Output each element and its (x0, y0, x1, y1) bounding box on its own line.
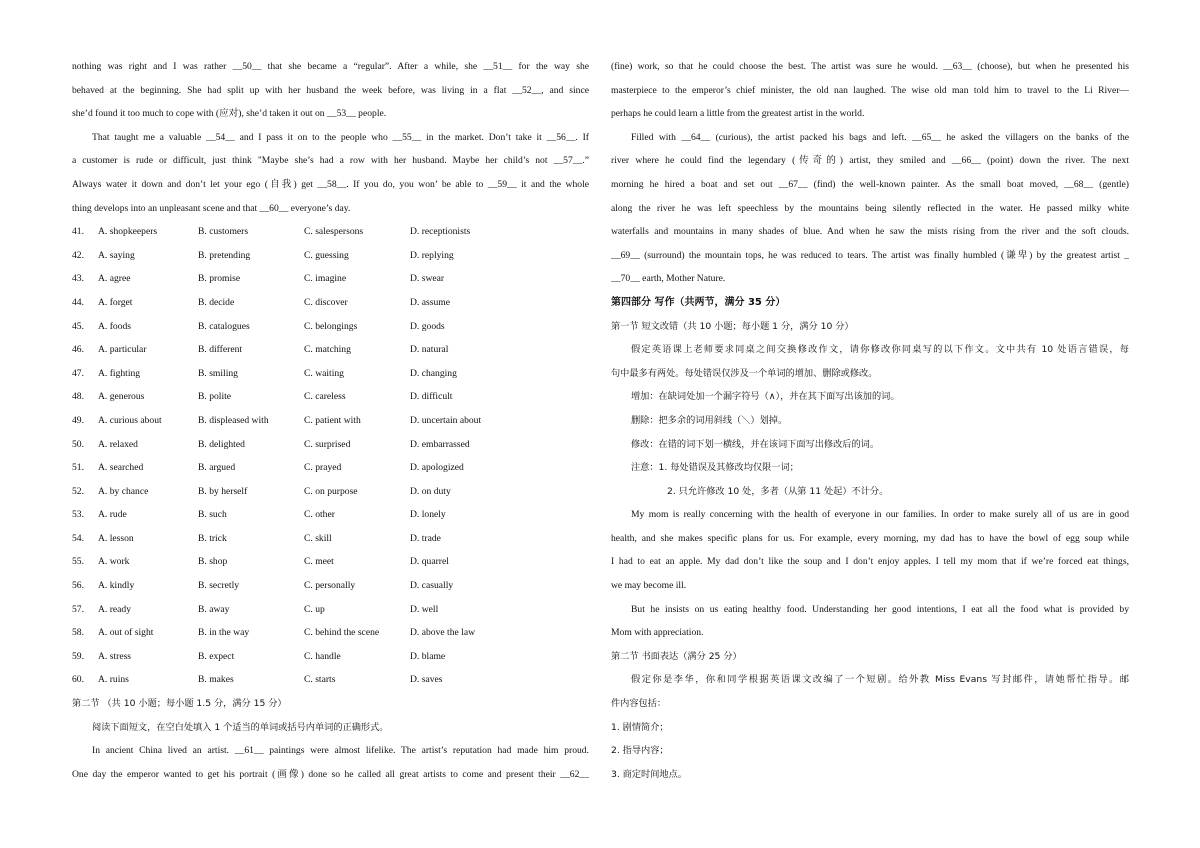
option-b: B. away (198, 603, 230, 615)
option-row (72, 385, 589, 409)
section2-heading: 第二节 （共 10 小题；每小题 1.5 分，满分 15 分） (72, 698, 287, 710)
option-d: D. above the law (410, 627, 476, 639)
option-b: B. makes (198, 674, 234, 686)
option-d: D. casually (410, 580, 454, 592)
option-a: A. rude (98, 509, 127, 521)
option-d: D. saves (410, 674, 443, 686)
essay-line: we may become ill. (611, 580, 687, 592)
option-d: D. well (410, 603, 439, 615)
option-d: D. on duty (410, 485, 451, 497)
question-number: 60. (72, 674, 84, 686)
option-d: D. embarrassed (410, 438, 470, 450)
option-d: D. quarrel (410, 556, 449, 568)
passage-line: nothing was right and I was rather __50__ that she became a “regular”. After a while, she __51__ for the way she (72, 61, 589, 72)
question-number: 46. (72, 344, 84, 356)
section2-instruction: 阅读下面短文，在空白处填入 1 个适当的单词或括号内单词的正确形式。 (92, 721, 389, 733)
option-c: C. patient with (304, 414, 361, 426)
option-d: D. natural (410, 344, 449, 356)
passage-line: __69__ (surround) the mountain tops, he was reduced to tears. The artist was finally humbled (谦卑) by the greatest artist _ (611, 249, 1129, 261)
option-b: B. delighted (198, 438, 245, 450)
option-row (72, 338, 589, 362)
option-b: B. customers (198, 226, 249, 238)
passage-line: waterfalls and mountains in many shades of blue. And when he saw the mists rising from the river and the soft clouds. (611, 226, 1129, 238)
option-d: D. goods (410, 320, 445, 332)
section2-heading: 第二节 书面表达（满分 25 分） (611, 650, 742, 662)
question-number: 42. (72, 249, 84, 261)
option-d: D. replying (410, 249, 454, 261)
option-a: A. work (98, 556, 130, 568)
option-a: A. stress (98, 650, 132, 662)
passage-line: morning he hired a boat and set out __67__ (find) the well-known painter. As the small boat moved, __68__ (gentle) (611, 178, 1129, 190)
passage-line: masterpiece to the emperor’s chief minister, the old nan laughed. The wise old man told him to travel to the Li River— (611, 84, 1129, 96)
option-b: B. argued (198, 462, 236, 474)
option-row (72, 668, 589, 692)
option-d: D. swear (410, 273, 445, 285)
option-a: A. saying (98, 249, 135, 261)
question-number: 41. (72, 226, 84, 238)
option-a: A. ready (98, 603, 132, 615)
passage-line: thing develops into an unpleasant scene and that __60__ everyone’s day. (72, 202, 351, 214)
option-b: B. smiling (198, 367, 238, 379)
option-a: A. by chance (98, 485, 149, 497)
question-number: 43. (72, 273, 84, 285)
option-b: B. trick (198, 532, 227, 544)
essay-line: Mom with appreciation. (611, 627, 704, 639)
instruction-line: 句中最多有两处。每处错误仅涉及一个单词的增加、删除或修改。 (611, 367, 878, 379)
option-b: B. shop (198, 556, 228, 568)
part4-heading: 第四部分 写作（共两节，满分 35 分） (611, 296, 786, 308)
option-c: C. waiting (304, 367, 344, 379)
option-c: C. handle (304, 650, 341, 662)
left-column (72, 55, 589, 786)
option-c: C. other (304, 509, 335, 521)
option-row (72, 598, 589, 622)
option-row (72, 433, 589, 457)
question-number: 47. (72, 367, 84, 379)
option-b: B. decide (198, 296, 235, 308)
option-a: A. foods (98, 320, 132, 332)
question-number: 51. (72, 462, 84, 474)
right-column (611, 55, 1129, 786)
option-row (72, 315, 589, 339)
task-line: 2. 指导内容； (611, 745, 669, 757)
option-c: C. starts (304, 674, 336, 686)
question-number: 44. (72, 296, 84, 308)
task-line: 3. 商定时间地点。 (611, 768, 687, 780)
option-c: C. salespersons (304, 226, 364, 238)
option-row (72, 480, 589, 504)
option-b: B. catalogues (198, 320, 250, 332)
option-row (72, 621, 589, 645)
passage-line: Always water it down and don’t let your ego (自我) get __58__. If you do, you won’ be able to __59__ it and the whole (72, 178, 589, 190)
question-number: 59. (72, 650, 84, 662)
essay-line: My mom is really concerning with the health of everyone in our families. In order to make surely all of us are in good (631, 509, 1129, 521)
instruction-line: 2. 只允许修改 10 处，多者（从第 11 处起）不计分。 (667, 485, 889, 497)
question-number: 52. (72, 485, 84, 497)
option-a: A. ruins (98, 674, 129, 686)
option-d: D. changing (410, 367, 457, 379)
question-number: 55. (72, 556, 84, 568)
option-row (72, 362, 589, 386)
option-c: C. on purpose (304, 485, 358, 497)
option-a: A. searched (98, 462, 144, 474)
option-d: D. receptionists (410, 226, 471, 238)
option-row (72, 244, 589, 268)
option-row (72, 291, 589, 315)
task-line: 假定你是李华，你和同学根据英语课文改编了一个短剧。给外教 Miss Evans 写封邮件，请她帮忙指导。邮 (631, 674, 1129, 686)
option-a: A. agree (98, 273, 131, 285)
option-c: C. behind the scene (304, 627, 380, 639)
task-line: 件内容包括： (611, 698, 667, 710)
option-row (72, 645, 589, 669)
option-row (72, 550, 589, 574)
option-b: B. expect (198, 650, 235, 662)
instruction-line: 增加：在缺词处加一个漏字符号（∧），并在其下面写出该加的词。 (631, 391, 900, 403)
essay-line: But he insists on us eating healthy food. Understanding her good intentions, I eat all the food what is provided by (631, 603, 1129, 615)
option-c: C. discover (304, 296, 348, 308)
option-row (72, 220, 589, 244)
question-number: 50. (72, 438, 84, 450)
option-c: C. belongings (304, 320, 358, 332)
passage-line: (fine) work, so that he could choose the best. The artist was sure he would. __63__ (choose), but when he presented his (611, 61, 1129, 72)
option-b: B. polite (198, 391, 232, 403)
question-number: 56. (72, 580, 84, 592)
option-c: C. guessing (304, 249, 349, 261)
option-a: A. curious about (98, 414, 162, 426)
task-line: 1. 剧情简介； (611, 721, 669, 733)
option-a: A. forget (98, 296, 133, 308)
section1-heading: 第一节 短文改错（共 10 小题；每小题 1 分，满分 10 分） (611, 320, 854, 332)
option-row (72, 574, 589, 598)
option-d: D. assume (410, 296, 450, 308)
essay-line: I had to eat an apple. My dad don’t like the soup and I don’t enjoy apples. I tell my mom that if we’re forced eat things, (611, 556, 1129, 568)
passage-line: In ancient China lived an artist. __61__ paintings were almost lifelike. The artist’s reputation had made him proud. (92, 745, 589, 757)
option-b: B. promise (198, 273, 241, 285)
option-a: A. fighting (98, 367, 141, 379)
question-number: 54. (72, 532, 84, 544)
option-d: D. trade (410, 532, 441, 544)
option-d: D. blame (410, 650, 446, 662)
instruction-line: 注意：1. 每处错误及其修改均仅限一词； (631, 462, 799, 474)
passage-line: Filled with __64__ (curious), the artist packed his bags and left. __65__ he asked the villagers on the banks of the (631, 131, 1129, 143)
option-a: A. out of sight (98, 627, 154, 639)
option-c: C. skill (304, 532, 332, 544)
option-b: B. secretly (198, 580, 240, 592)
option-a: A. generous (98, 391, 145, 403)
options-list (72, 220, 589, 692)
question-number: 49. (72, 414, 84, 426)
option-a: A. lesson (98, 532, 134, 544)
option-row (72, 527, 589, 551)
option-a: A. shopkeepers (98, 226, 158, 238)
passage-line: along the river he was left speechless by the mountains being silently reflected in the water. He passed milky white (611, 202, 1129, 214)
option-row (72, 456, 589, 480)
option-c: C. imagine (304, 273, 347, 285)
option-b: B. displeased with (198, 414, 269, 426)
option-d: D. apologized (410, 462, 464, 474)
essay-line: health, and she makes specific plans for us. For example, every morning, my dad has to have the bowl of egg soup while (611, 532, 1129, 544)
question-number: 53. (72, 509, 84, 521)
question-number: 48. (72, 391, 84, 403)
instruction-line: 修改：在错的词下划一横线，并在该词下面写出修改后的词。 (631, 438, 880, 450)
option-c: C. matching (304, 344, 351, 356)
option-c: C. personally (304, 580, 356, 592)
option-row (72, 503, 589, 527)
passage-line: That taught me a valuable __54__ and I pass it on to the people who __55__ in the market. Don’t take it __56__. If (92, 131, 589, 143)
option-a: A. particular (98, 344, 147, 356)
option-d: D. lonely (410, 509, 446, 521)
option-c: C. meet (304, 556, 334, 568)
option-b: B. different (198, 344, 243, 356)
option-c: C. prayed (304, 462, 342, 474)
option-d: D. uncertain about (410, 414, 482, 426)
instruction-line: 假定英语课上老师要求同桌之间交换修改作文，请你修改你同桌写的以下作文。文中共有 10 处语言错误，每 (631, 344, 1129, 356)
option-c: C. surprised (304, 438, 351, 450)
passage-line: behaved at the beginning. She had split up with her husband the week before, was living in a flat __52__, and since (72, 84, 589, 96)
passage-line: __70__ earth, Mother Nature. (611, 273, 726, 285)
option-row (72, 267, 589, 291)
question-number: 57. (72, 603, 84, 615)
option-b: B. such (198, 509, 227, 521)
option-a: A. kindly (98, 580, 135, 592)
option-b: B. in the way (198, 627, 250, 639)
option-a: A. relaxed (98, 438, 138, 450)
passage-line: One day the emperor wanted to get his portrait (画像) done so he called all great artists to come and present their __62__ (72, 768, 589, 780)
option-b: B. by herself (198, 485, 248, 497)
option-d: D. difficult (410, 391, 453, 403)
option-b: B. pretending (198, 249, 251, 261)
question-number: 58. (72, 627, 84, 639)
passage-line: perhaps he could learn a little from the greatest artist in the world. (611, 108, 865, 120)
passage-line: a customer is rude or difficult, just think "Maybe she’s had a row with her husband. Maybe her child’s not __57__.” (72, 155, 589, 167)
question-number: 45. (72, 320, 84, 332)
instruction-line: 删除：把多余的词用斜线（＼）划掉。 (631, 414, 788, 426)
option-row (72, 409, 589, 433)
option-c: C. careless (304, 391, 346, 403)
option-c: C. up (304, 603, 325, 615)
passage-line: river where he could find the legendary (传奇的) artist, they smiled and __66__ (point) down the river. The next (611, 155, 1129, 167)
passage-line: she’d found it too much to cope with (应对), she’d taken it out on __53__ people. (72, 108, 387, 120)
